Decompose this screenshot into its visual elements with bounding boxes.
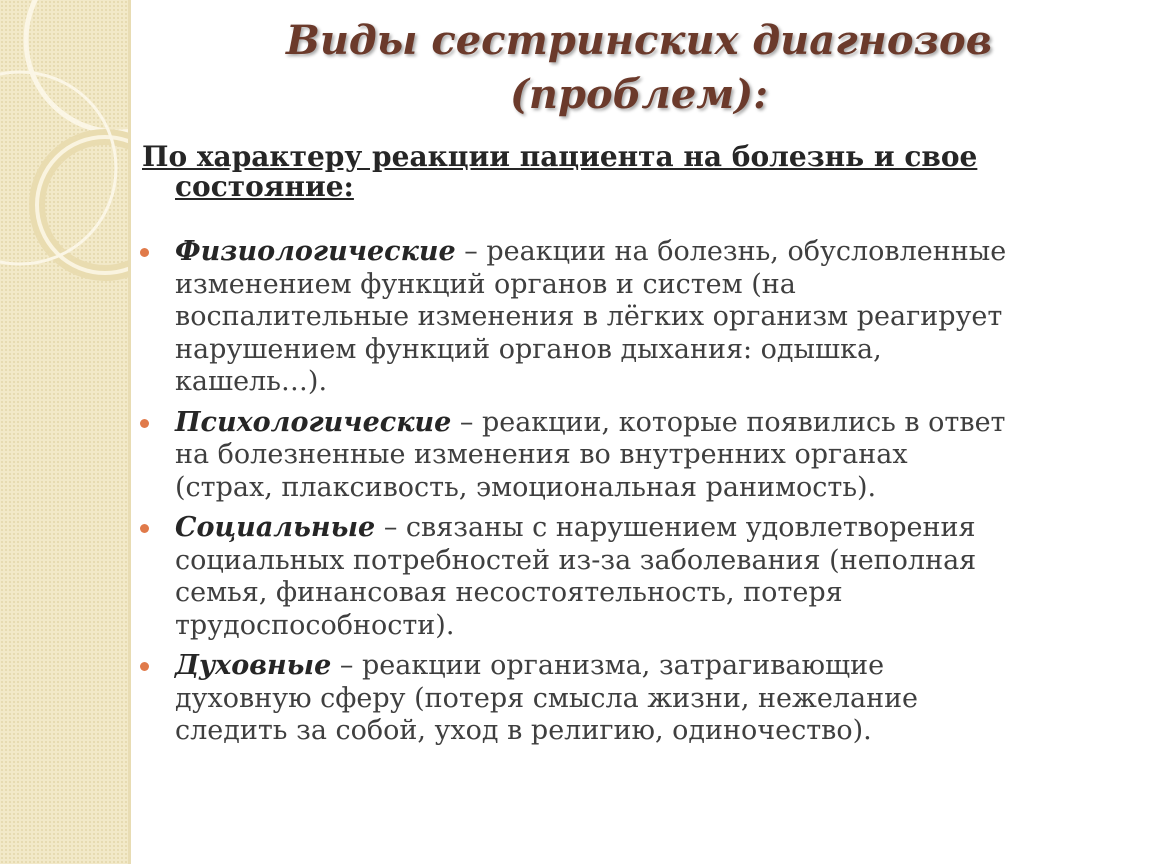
item-line: следить за собой, уход в религию, одиночество).: [175, 715, 872, 746]
item-text: – связаны с нарушением удовлетворения: [375, 512, 976, 543]
item-term: Социальные: [175, 512, 376, 543]
item-line: воспалительные изменения в лёгких организм реагирует: [175, 301, 1003, 332]
item-term: Духовные: [175, 650, 332, 681]
decorative-side-band: [0, 0, 131, 864]
subheading-line-1: По характеру реакции пациента на болезнь и свое: [142, 140, 978, 173]
item-line: семья, финансовая несостоятельность, потеря: [175, 577, 843, 608]
item-term: Психологические: [175, 406, 452, 438]
item-text: – реакции, которые появились в ответ: [451, 406, 1006, 438]
item-line: изменением функций органов и систем (на: [175, 268, 796, 300]
item-line: трудоспособности).: [175, 609, 455, 641]
list-item-physiological: [138, 236, 1128, 399]
subheading-line-2: состояние:: [175, 170, 354, 203]
item-line: социальных потребностей из-за заболевания (неполная: [175, 544, 977, 576]
item-line: [175, 236, 1128, 269]
section-subheading: [142, 142, 1122, 202]
item-line: [175, 650, 1128, 683]
list-item-spiritual: [138, 650, 1128, 748]
slide-title: [128, 14, 1150, 122]
item-term: Физиологические: [175, 236, 456, 267]
item-line: (страх, плаксивость, эмоциональная ранимость).: [175, 471, 877, 503]
bullet-dot-icon: [140, 662, 149, 671]
diagnosis-types-list: [138, 236, 1128, 756]
item-text: – реакции организма, затрагивающие: [331, 650, 885, 681]
bullet-dot-icon: [140, 248, 149, 257]
slide-title-line-2: (проблем):: [510, 71, 768, 118]
decorative-circles: [0, 0, 128, 864]
item-text: – реакции на болезнь, обусловленные: [455, 236, 1007, 267]
item-line: [175, 407, 1128, 440]
list-item-social: [138, 512, 1128, 642]
item-line: духовную сферу (потеря смысла жизни, нежелание: [175, 682, 919, 714]
slide-title-line-1: Виды сестринских диагнозов: [286, 17, 992, 64]
list-item-psychological: [138, 407, 1128, 505]
bullet-dot-icon: [140, 524, 149, 533]
item-line: на болезненные изменения во внутренних органах: [175, 439, 908, 470]
item-line: нарушением функций органов дыхания: одышка,: [175, 333, 882, 365]
bullet-dot-icon: [140, 419, 149, 428]
item-line: [175, 512, 1128, 545]
item-line: кашель…).: [175, 366, 328, 397]
